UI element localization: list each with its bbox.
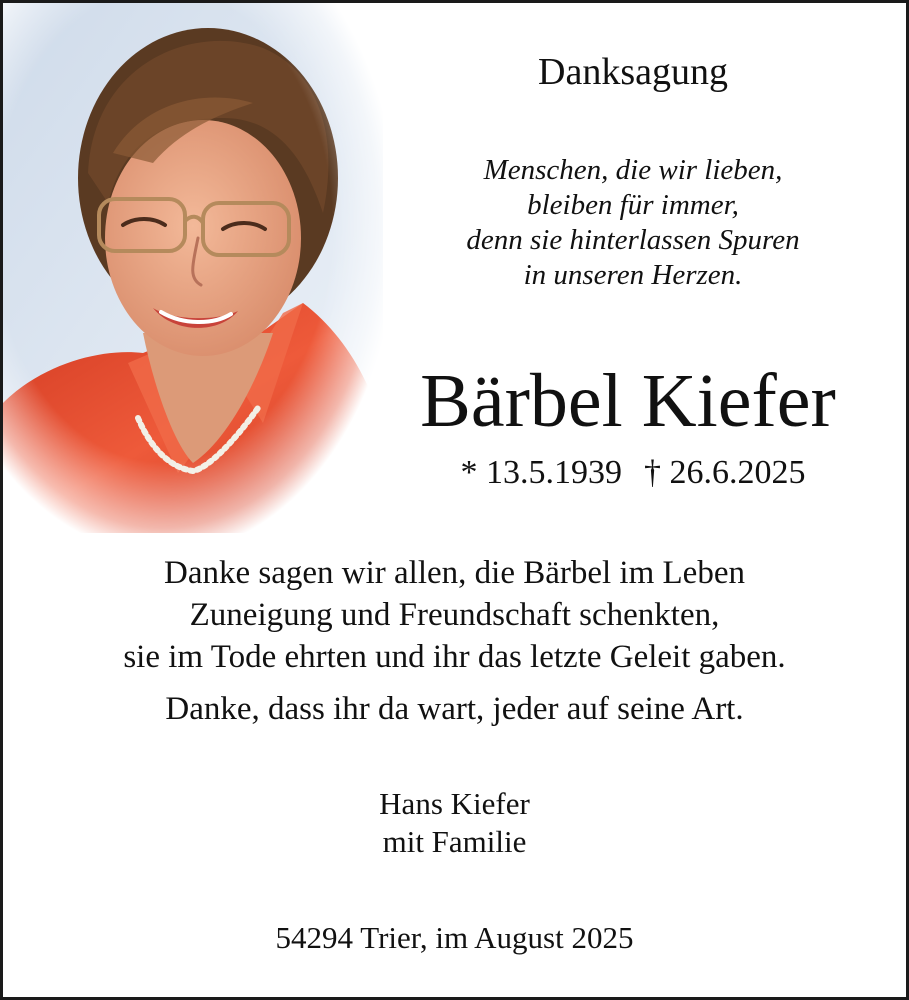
thanks-text (3, 552, 906, 678)
signature (3, 785, 906, 861)
death-date: † 26.6.2025 (644, 454, 806, 491)
portrait-photo (3, 3, 383, 533)
portrait-illustration (3, 3, 383, 533)
thanks-line: sie im Tode ehrten und ihr das letzte Geleit gaben. (123, 639, 786, 675)
thanks-line: Zuneigung und Freundschaft schenkten, (189, 597, 720, 633)
deceased-name: Bärbel Kiefer (420, 359, 836, 443)
thanks-closing: Danke, dass ihr da wart, jeder auf seine Art. (165, 691, 744, 727)
quote-line: denn sie hinterlassen Spuren (466, 224, 800, 256)
life-dates (403, 450, 863, 496)
thanks-line: Danke sagen wir allen, die Bärbel im Leben (164, 555, 745, 591)
birth-date: * 13.5.1939 (460, 454, 622, 491)
quote-line: Menschen, die wir lieben, (483, 154, 783, 186)
quote-line: in unseren Herzen. (523, 259, 743, 291)
page-title: Danksagung (538, 51, 728, 93)
signature-line: Hans Kiefer (379, 786, 530, 821)
signature-line: mit Familie (382, 824, 527, 859)
place-date: 54294 Trier, im August 2025 (275, 920, 634, 955)
memorial-quote (403, 153, 863, 293)
quote-line: bleiben für immer, (527, 189, 739, 221)
